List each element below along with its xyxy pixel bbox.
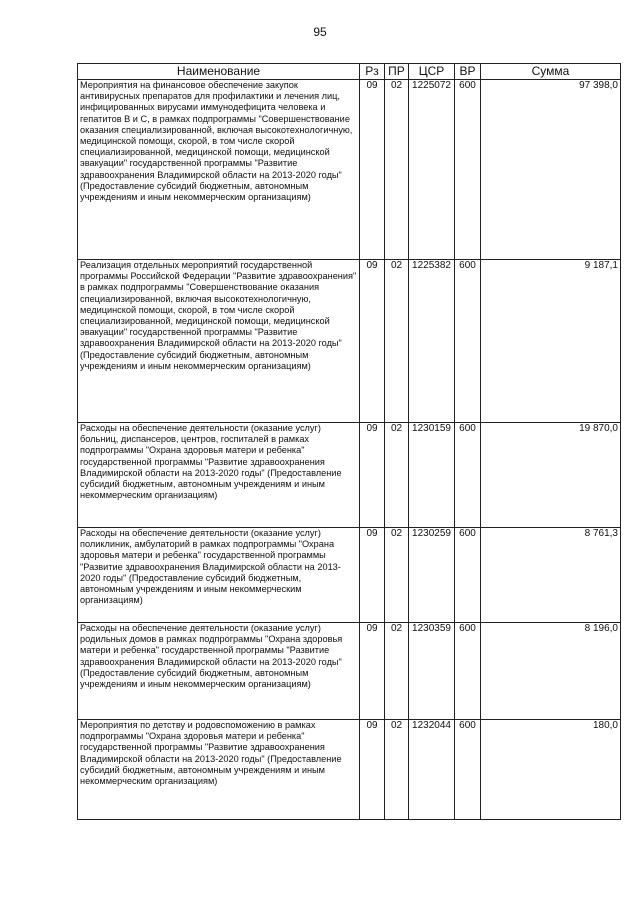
row-vr: 600 — [455, 260, 481, 423]
row-name: Мероприятия по детству и родовспоможению в рамках подпрограммы "Охрана здоровья матери и ребенка" государственной программы "Развитие здравоохранения Владимирской области на 2013-2020 годы" (Предоставление субсидий бюджетным, автономным учреждениям и иным некоммерческим организациям) — [78, 720, 360, 820]
row-sum: 8 196,0 — [481, 623, 621, 720]
table-header-row — [78, 64, 621, 80]
row-rz: 09 — [360, 423, 385, 528]
row-rz: 09 — [360, 80, 385, 260]
row-csr: 1230359 — [409, 623, 455, 720]
row-sum: 19 870,0 — [481, 423, 621, 528]
row-rz: 09 — [360, 260, 385, 423]
table-row — [78, 423, 621, 528]
table-row — [78, 623, 621, 720]
row-pr: 02 — [385, 623, 409, 720]
row-sum: 9 187,1 — [481, 260, 621, 423]
header-vr: ВР — [455, 64, 481, 80]
row-pr: 02 — [385, 528, 409, 623]
header-rz: Рз — [360, 64, 385, 80]
row-sum: 97 398,0 — [481, 80, 621, 260]
row-name: Расходы на обеспечение деятельности (оказание услуг) родильных домов в рамках подпрограммы "Охрана здоровья матери и ребенка" государственной программы "Развитие здравоохранения Владимирской области на 2013-2020 годы" (Предоставление субсидий бюджетным, автономным учреждениям и иным некоммерческим организациям) — [78, 623, 360, 720]
header-pr: ПР — [385, 64, 409, 80]
budget-table — [77, 63, 621, 820]
table-row — [78, 260, 621, 423]
row-pr: 02 — [385, 260, 409, 423]
row-name: Расходы на обеспечение деятельности (оказание услуг) поликлиник, амбулаторий в рамках подпрограммы "Охрана здоровья матери и ребенка" государственной программы "Развитие здравоохранения Владимирской области на 2013-2020 годы" (Предоставление субсидий бюджетным, автономным учреждениям и иным некоммерческим организациям) — [78, 528, 360, 623]
row-vr: 600 — [455, 720, 481, 820]
header-sum: Сумма — [481, 64, 621, 80]
row-vr: 600 — [455, 623, 481, 720]
row-name: Мероприятия на финансовое обеспечение закупок антивирусных препаратов для профилактики и лечения лиц, инфицированных вирусами иммунодефицита человека и гепатитов В и С, в рамках подпрограммы "Совершенствование оказания специализированной, включая высокотехнологичную, медицинской помощи, скорой, в том числе скорой специализированной, медицинской помощи, медицинской эвакуации" государственной программы "Развитие здравоохранения Владимирской области на 2013-2020 годы" (Предоставление субсидий бюджетным, автономным учреждениям и иным некоммерческим организациям) — [78, 80, 360, 260]
row-sum: 8 761,3 — [481, 528, 621, 623]
row-sum: 180,0 — [481, 720, 621, 820]
row-vr: 600 — [455, 80, 481, 260]
row-rz: 09 — [360, 528, 385, 623]
table-row — [78, 80, 621, 260]
header-csr: ЦСР — [409, 64, 455, 80]
header-name: Наименование — [78, 64, 360, 80]
row-csr: 1230159 — [409, 423, 455, 528]
row-rz: 09 — [360, 623, 385, 720]
row-rz: 09 — [360, 720, 385, 820]
row-pr: 02 — [385, 423, 409, 528]
page-number: 95 — [313, 25, 327, 39]
table-row — [78, 720, 621, 820]
row-pr: 02 — [385, 80, 409, 260]
row-vr: 600 — [455, 528, 481, 623]
row-csr: 1232044 — [409, 720, 455, 820]
row-csr: 1230259 — [409, 528, 455, 623]
table-row — [78, 528, 621, 623]
row-vr: 600 — [455, 423, 481, 528]
row-csr: 1225072 — [409, 80, 455, 260]
row-name: Реализация отдельных мероприятий государственной программы Российской Федерации "Развитие здравоохранения" в рамках подпрограммы "Совершенствование оказания специализированной, включая высокотехнологичную, медицинской помощи, скорой, в том числе скорой специализированной, медицинской помощи, медицинской эвакуации" государственной программы "Развитие здравоохранения Владимирской области на 2013-2020 годы" (Предоставление субсидий бюджетным, автономным учреждениям и иным некоммерческим организациям) — [78, 260, 360, 423]
row-name: Расходы на обеспечение деятельности (оказание услуг) больниц, диспансеров, центров, госпиталей в рамках подпрограммы "Охрана здоровья матери и ребенка" государственной программы "Развитие здравоохранения Владимирской области на 2013-2020 годы" (Предоставление субсидий бюджетным, автономным учреждениям и иным некоммерческим организациям) — [78, 423, 360, 528]
row-pr: 02 — [385, 720, 409, 820]
row-csr: 1225382 — [409, 260, 455, 423]
